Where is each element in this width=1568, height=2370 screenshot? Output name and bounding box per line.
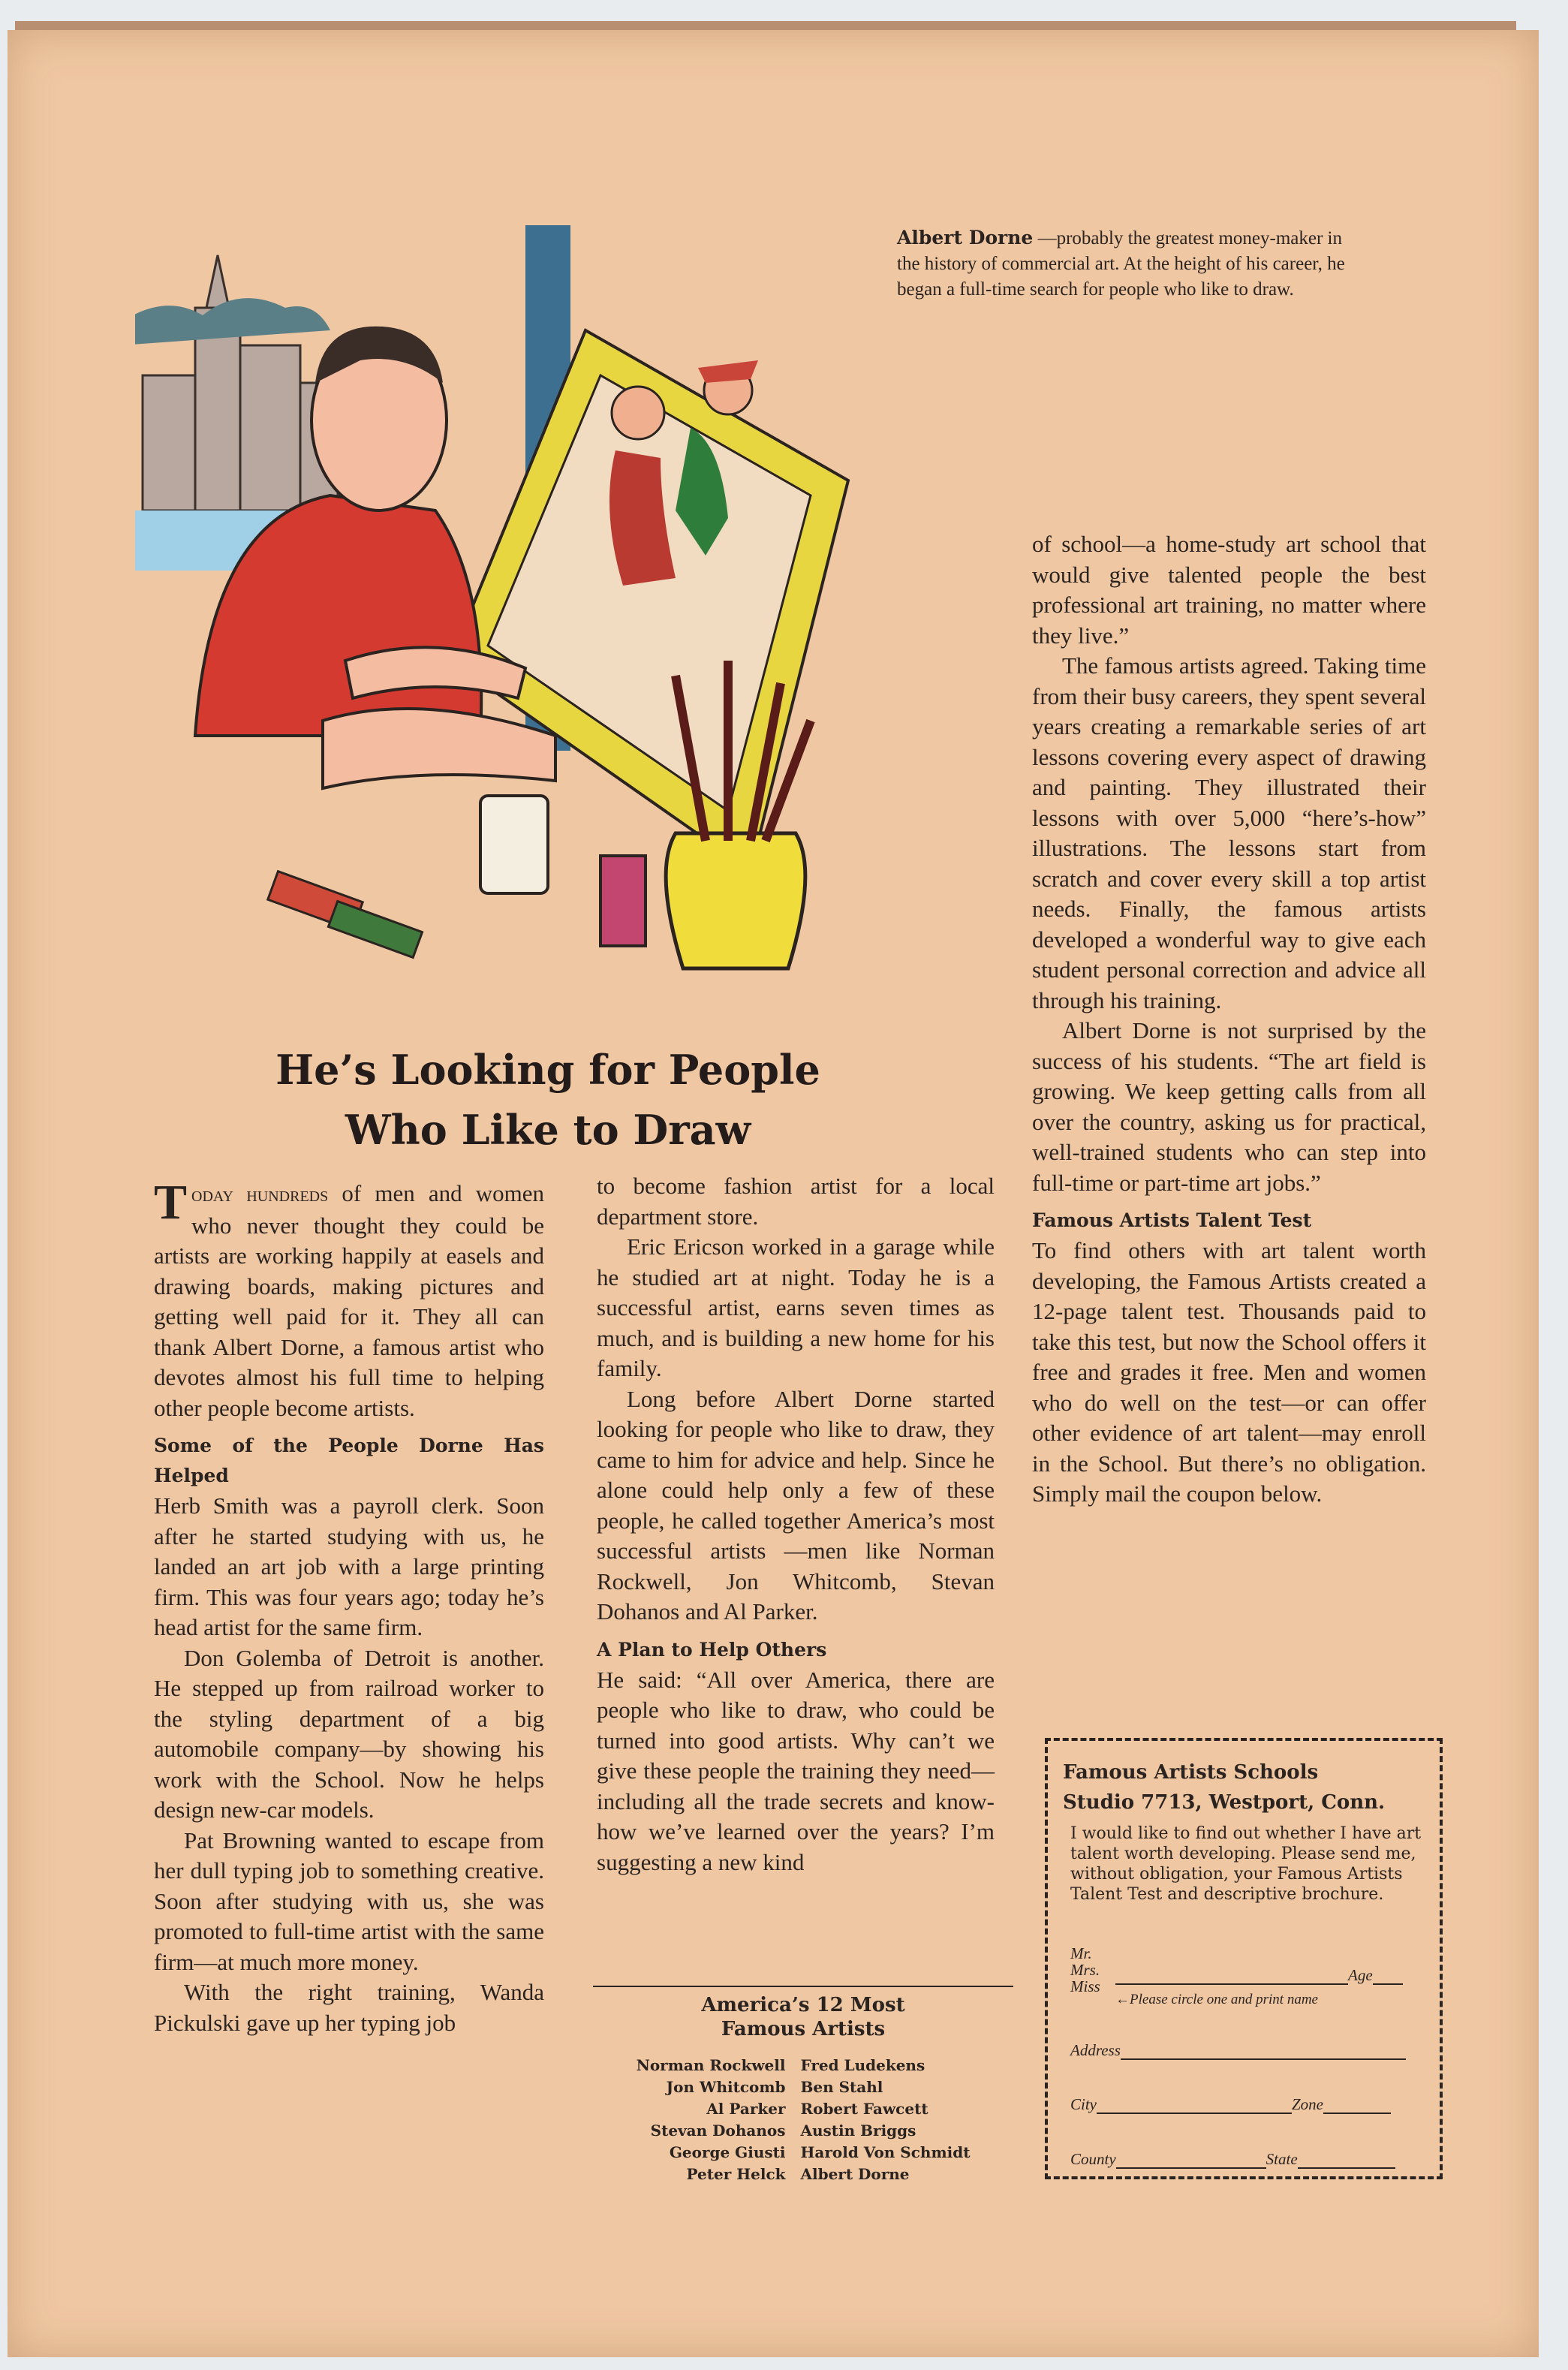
mail-coupon[interactable] [1045,1738,1443,2179]
name-field[interactable] [1115,1966,1403,1985]
artist-name: Fred Ludekens [800,2056,925,2074]
artist-name: Norman Rockwell [636,2056,786,2074]
caption-text: —probably the greatest money-maker in the history of commercial art. At the height of his career, he began a full-time search for people who like to draw. [897,228,1345,300]
artist-name: Stevan Dohanos [650,2122,786,2140]
city-skyline [143,255,338,510]
paragraph: Albert Dorne is not surprised by the success of his students. “The art field is growing. We keep getting calls from all over the country, asking us for practical, well-trained students who can step into full-time or part-time art jobs.” [1032,1017,1426,1196]
article-column-3 [1032,529,1426,1510]
coupon-body: I would like to find out whether I have art talent worth developing. Please send me, without obligation, your Famous Artists Talent Test and descriptive brochure. [1070,1824,1422,1904]
title-mrs: Mrs. [1070,1961,1100,1979]
paragraph: to become fashion artist for a local department store. [597,1173,995,1230]
paragraph: With the right training, Wanda Pickulski gave up her typing job [154,1979,544,2036]
drop-cap: T [154,1175,188,1230]
subheading-talent-test: Famous Artists Talent Test [1032,1209,1312,1231]
age-label: Age [1348,1966,1373,1984]
artist-name: George Giusti [669,2143,786,2161]
title-miss: Miss [1070,1977,1100,1995]
city-label: City [1070,2095,1097,2113]
artist-name: Albert Dorne [800,2165,910,2183]
artist-name: Al Parker [706,2100,786,2118]
paragraph: Don Golemba of Detroit is another. He stepped up from railroad worker to the styling department of a big automobile company—by showing his work with the School. Now he helps design new-car models. [154,1644,544,1823]
artist-name: Robert Fawcett [800,2100,928,2118]
paragraph: Herb Smith was a payroll clerk. Soon after he started studying with us, he landed an art job with a large printing firm. This was four years ago; today he’s head artist for the same firm. [154,1492,544,1640]
paragraph: Pat Browning wanted to escape from her dull typing job to something creative. Soon after studying with us, she was promoted to full-time artist with the same firm—at much more money. [154,1826,544,1975]
headline-line-1: He’s Looking for People [275,1046,820,1094]
county-label: County [1070,2150,1116,2168]
headline-line-2: Who Like to Draw [345,1106,751,1154]
paragraph: of school—a home-study art school that would give talented people the best professional art training, no matter where they live.” [1032,531,1426,649]
city-field[interactable] [1070,2095,1391,2114]
intro-paragraph [154,1175,544,1423]
coupon-header-line-2: Studio 7713, Westport, Conn. [1063,1791,1386,1814]
subheading-plan: A Plan to Help Others [597,1638,827,1661]
artist-row [629,2055,978,2076]
intro-text: of men and women who never thought they could be artists are working happily at easels and drawing boards, making pictures and getting well paid for it. They all can thank Albert Dorne, a famous artist who devotes almost his full time to helping other people become artists. [154,1180,544,1421]
article-column-1 [154,1175,544,2038]
artist-name: Harold Von Schmidt [800,2143,971,2161]
paragraph: To find others with art talent worth developing, the Famous Artists created a 12-page talent test. Thousands paid to take this test, but now the School offers it free and grades it free. Men and women who do well on the test—or can offer other evidence of art talent—may enroll in the School. But there’s no obligation. Simply mail the coupon below. [1032,1237,1426,1507]
subheading-people-helped: Some of the People Dorne Has Helped [154,1435,544,1486]
address-label: Address [1070,2041,1121,2059]
artist-row [629,2164,978,2185]
zone-label: Zone [1292,2095,1323,2113]
title-mr: Mr. [1070,1944,1092,1962]
address-field[interactable] [1070,2041,1406,2060]
artist-name: Ben Stahl [800,2078,883,2096]
artist-row [629,2120,978,2142]
paragraph: Eric Ericson worked in a garage while he studied art at night. Today he is a successful artist, earns seven times as much, and is building a new home for his family. [597,1233,995,1381]
artist-row [629,2142,978,2164]
artists-table [629,2055,978,2185]
artist-row [629,2076,978,2098]
caption-name: Albert Dorne [897,227,1034,248]
artist-name: Peter Helck [686,2165,786,2183]
artist-illustration [135,195,908,1021]
state-label: State [1266,2150,1298,2168]
coupon-header-line-1: Famous Artists Schools [1063,1761,1319,1784]
article-column-2 [597,1171,995,1878]
famous-artists-box [593,1986,1013,2185]
paragraph: Long before Albert Dorne started looking for people who like to draw, they came to him for advice and help. Since he alone could help only a few of these people, he called together America’s most successful artists —men like Norman Rockwell, Jon Whitcomb, Stevan Dohanos and Al Parker. [597,1385,995,1625]
paragraph: He said: “All over America, there are people who like to draw, who could be turned into good artists. Why can’t we give these people the training they need—including all the trade secrets and know-how we’ve learned over the years? I’m suggesting a new kind [597,1666,995,1875]
intro-smallcaps: oday hundreds [191,1183,329,1206]
artist-name: Austin Briggs [800,2122,916,2140]
paragraph: The famous artists agreed. Taking time from their busy careers, they spent several years creating a remarkable series of art lessons covering every aspect of drawing and painting. They illustrated their lessons with over 5,000 “here’s-how” illustrations. The lessons start from scratch and cover every skill a top artist needs. Finally, the famous artists developed a wonderful way to give each student personal correction and advice all through his training. [1032,652,1426,1013]
artist-row [629,2098,978,2120]
title-options [1070,1945,1100,1995]
county-field[interactable] [1070,2150,1395,2169]
artist-name: Jon Whitcomb [666,2078,786,2096]
circle-note: ←Please circle one and print name [1115,1992,1318,2007]
ad-headline [173,1040,923,1160]
coupon-header [1063,1757,1385,1817]
artists-title-line-2: Famous Artists [721,2018,886,2040]
artists-title-line-1: America’s 12 Most [701,1994,905,2016]
illustration-caption [897,225,1362,303]
